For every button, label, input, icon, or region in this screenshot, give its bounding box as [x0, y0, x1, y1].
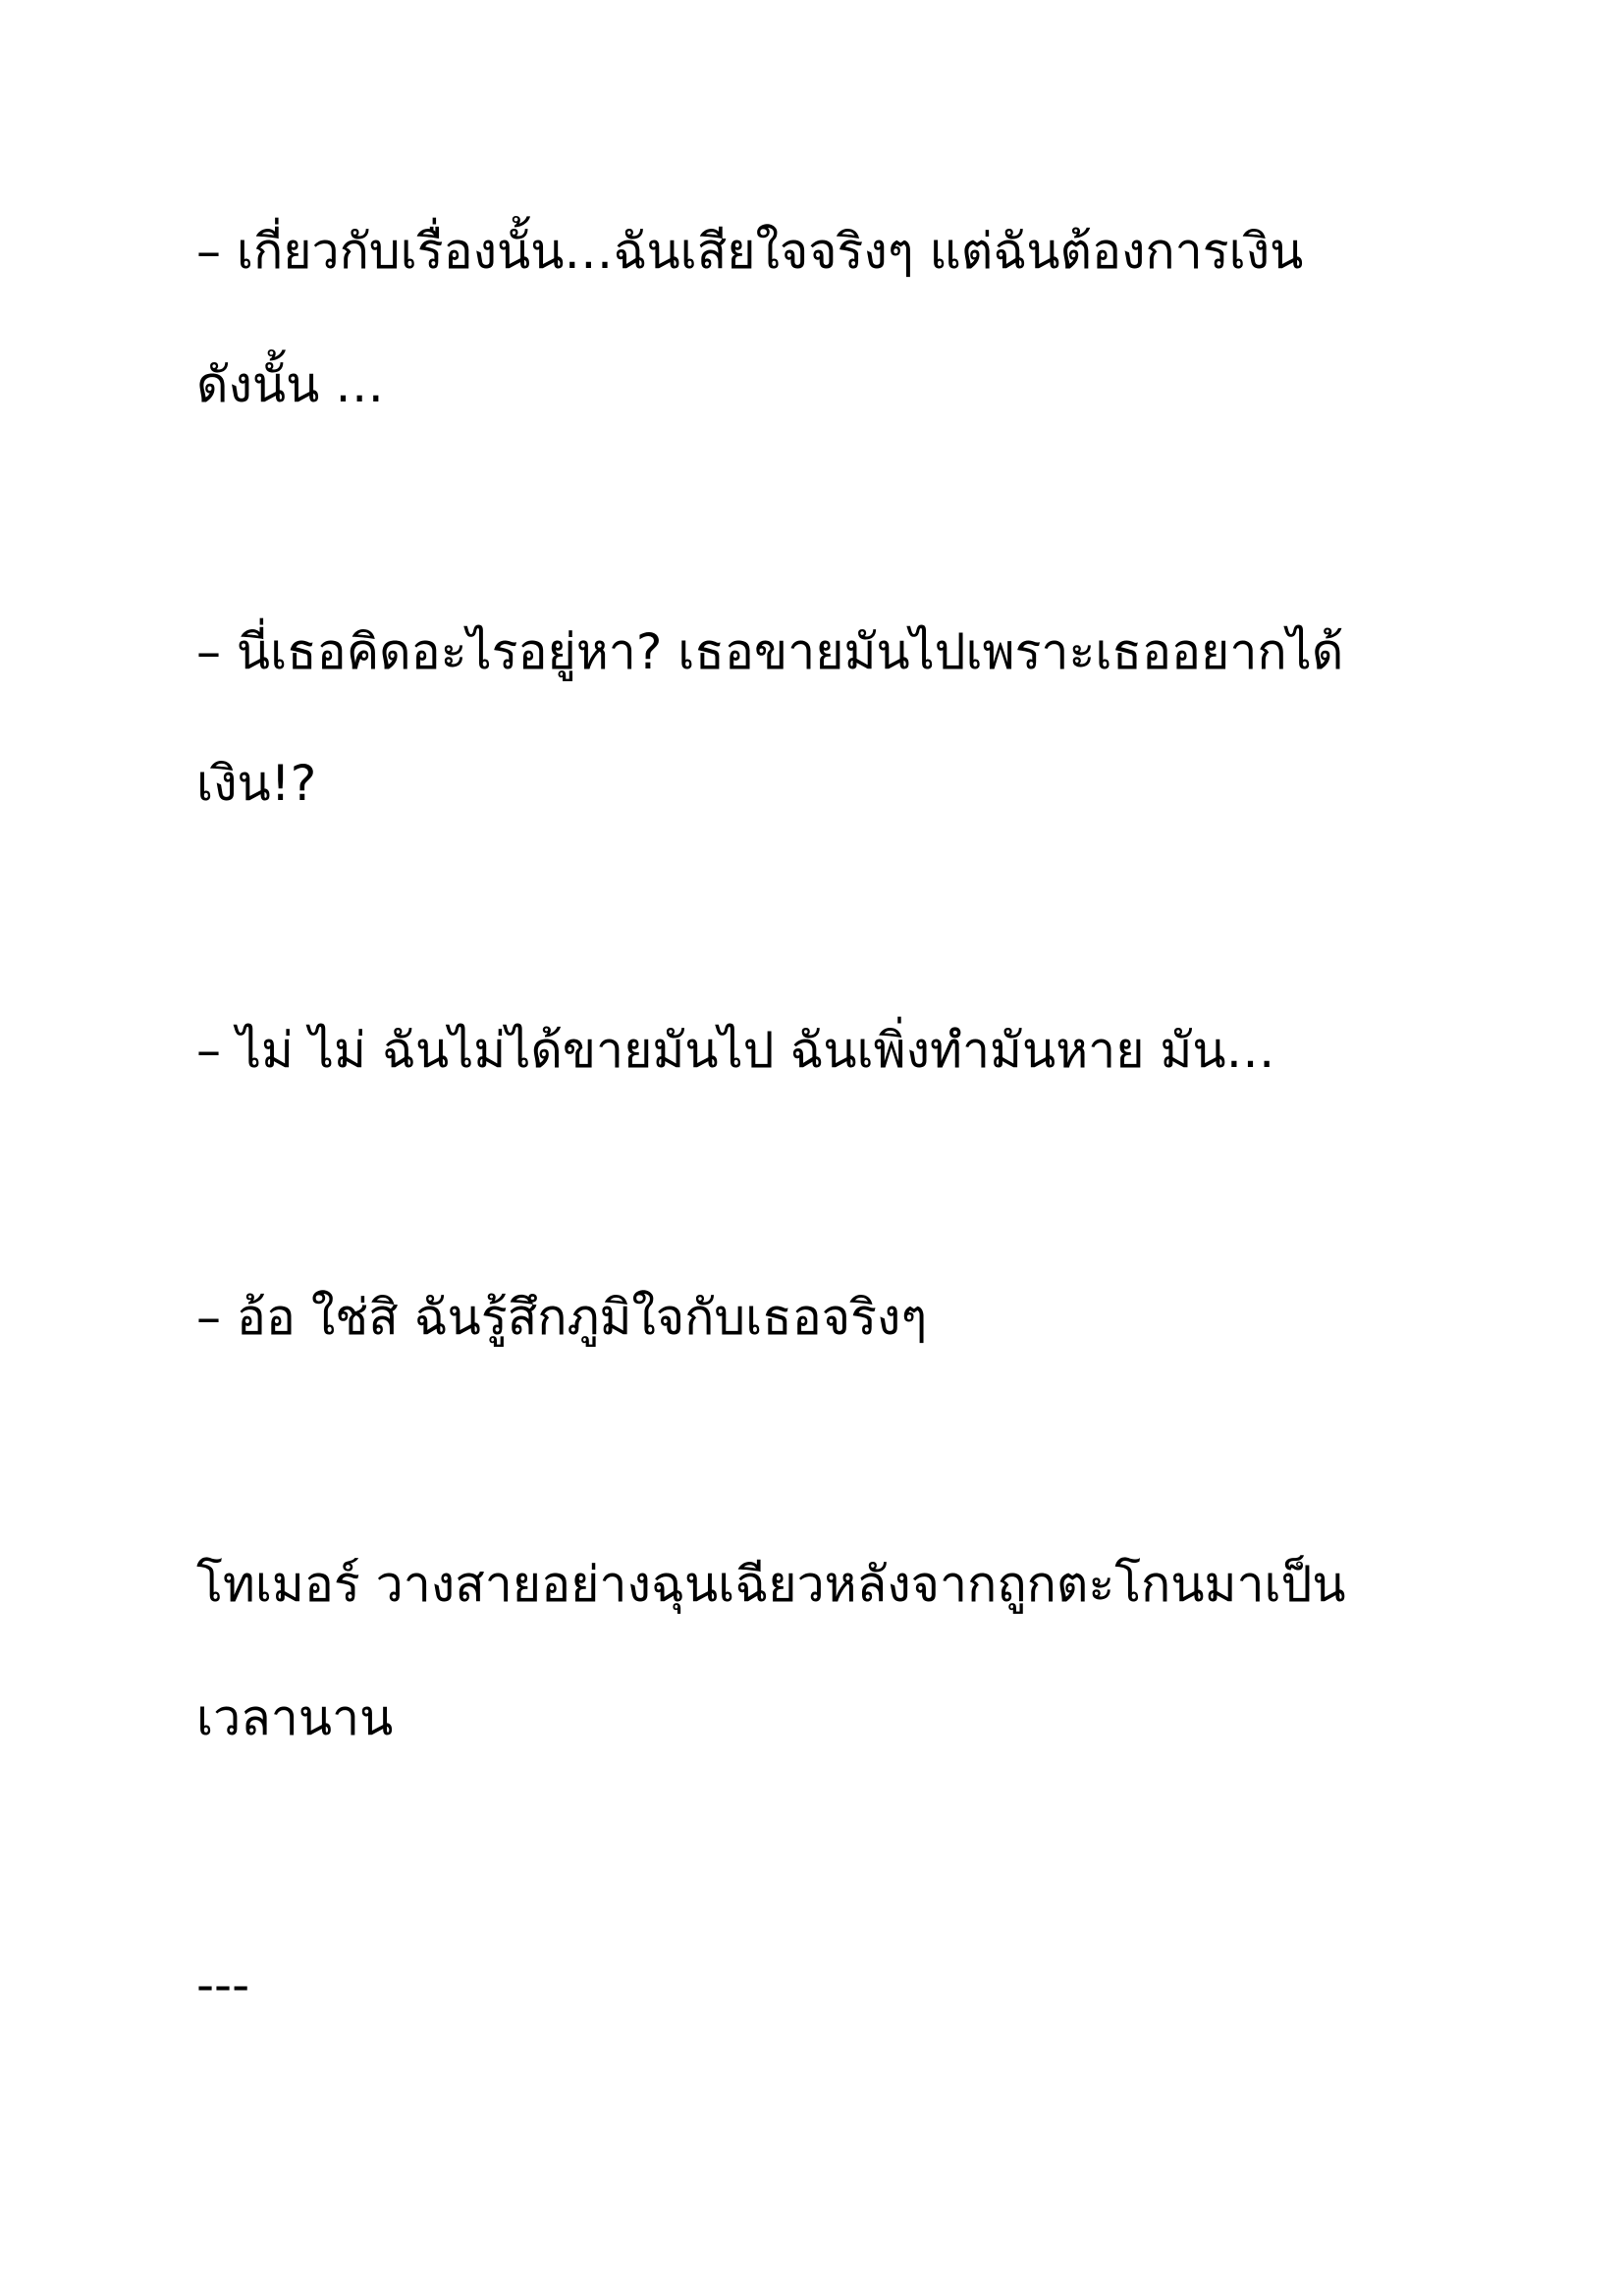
dialogue-line-denial: – ไม่ ไม่ ฉันไม่ได้ขายมันไป ฉันเพิ่งทำมันหาย มัน… [196, 1022, 1275, 1079]
dialogue-line-question-continued: เงิน!? [196, 755, 317, 812]
narration-line-continued: เวลานาน [196, 1689, 394, 1746]
dialogue-line-question: – นี่เธอคิดอะไรอยู่หา? เธอขายมันไปเพราะเธออยากได้ [196, 623, 1344, 680]
dialogue-line-regret: – เกี่ยวกับเรื่องนั้น…ฉันเสียใจจริงๆ แต่ฉันต้องการเงิน [196, 223, 1304, 280]
dialogue-line-sarcasm: – อ้อ ใช่สิ ฉันรู้สึกภูมิใจกับเธอจริงๆ [196, 1289, 928, 1346]
dialogue-line-regret-continued: ดังนั้น … [196, 356, 385, 413]
narration-line: โทเมอร์ วางสายอย่างฉุนเฉียวหลังจากถูกตะโกนมาเป็น [196, 1556, 1346, 1613]
section-divider: --- [196, 1956, 250, 2013]
